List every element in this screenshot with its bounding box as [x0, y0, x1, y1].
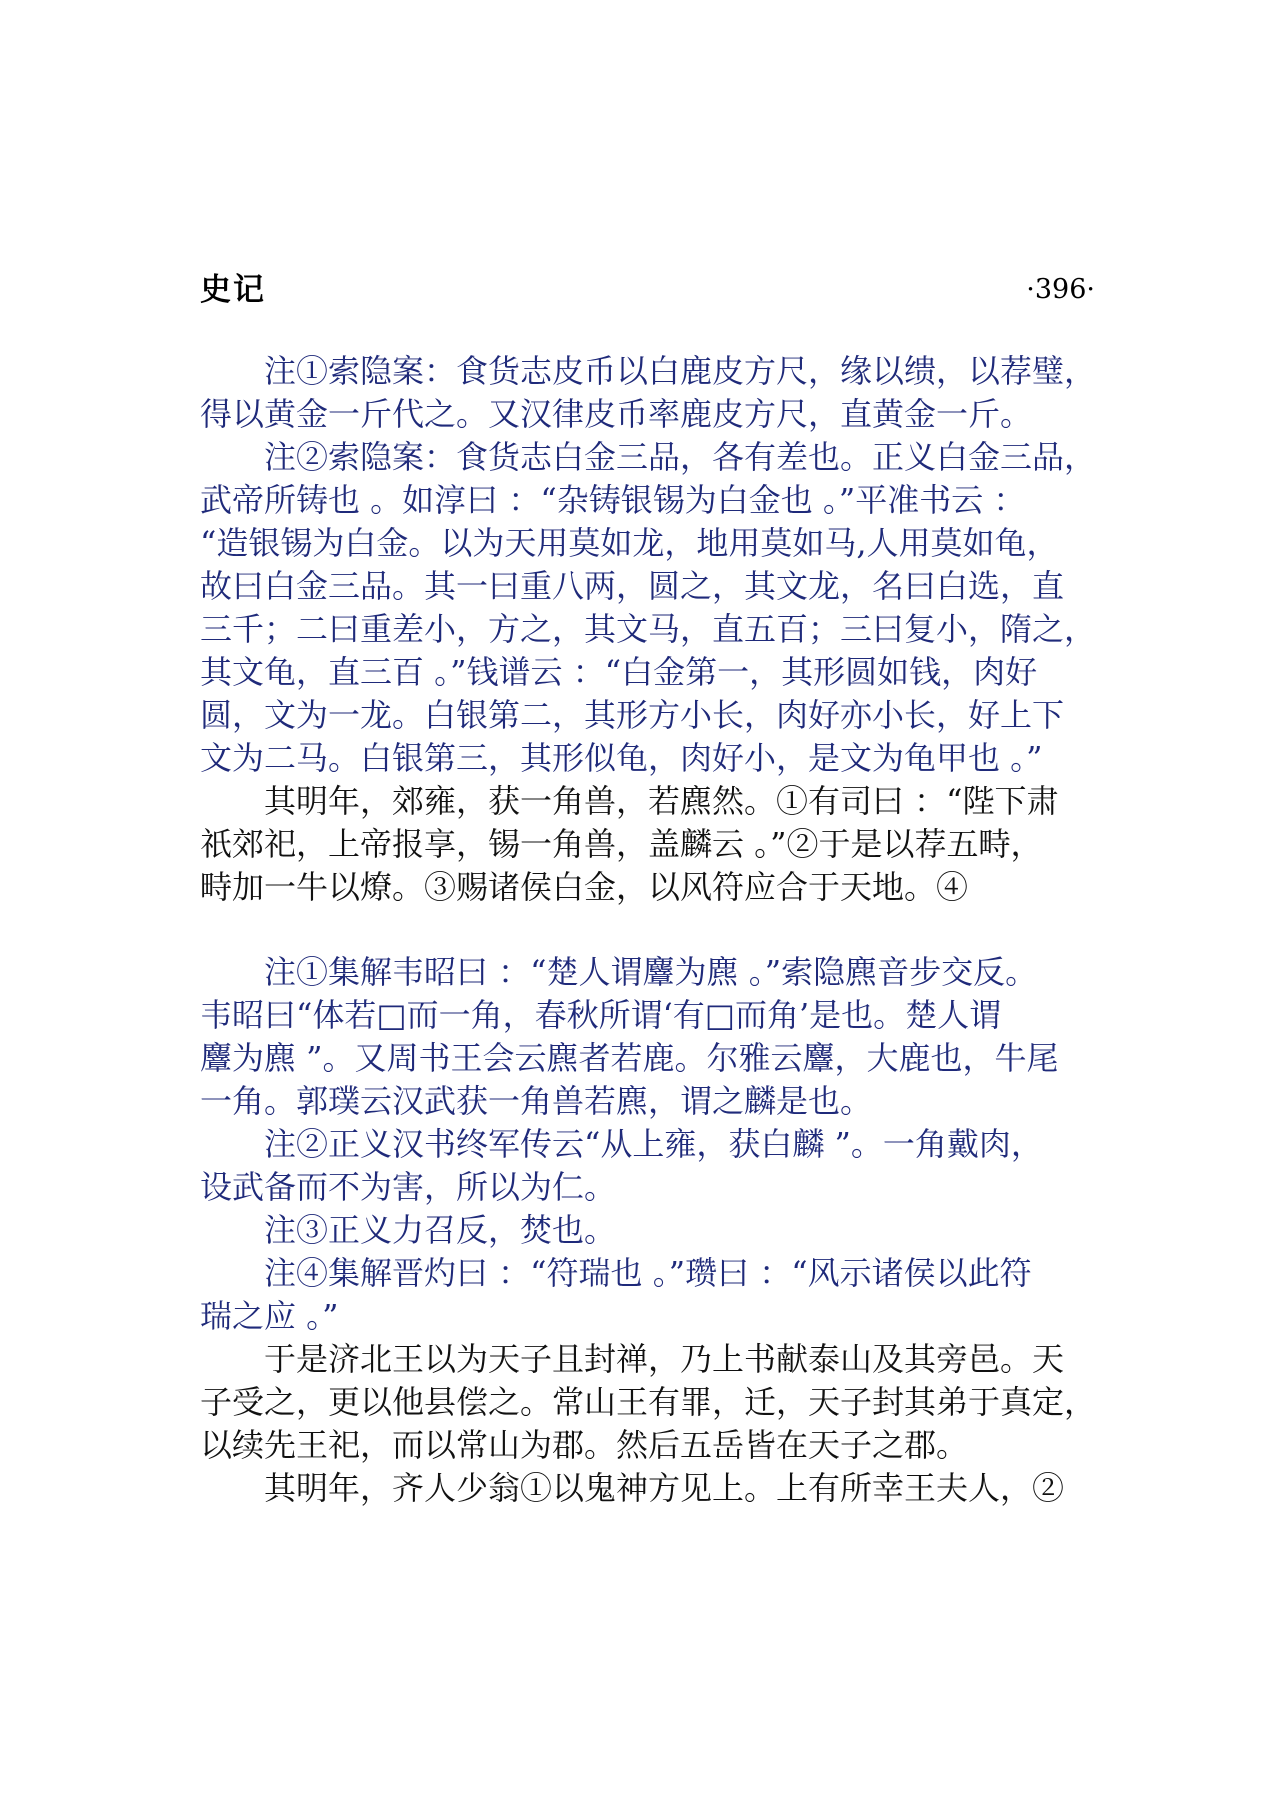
- annotation-paragraph: [200, 1252, 1100, 1338]
- text-line: 注③正义力召反，焚也。: [264, 1211, 617, 1249]
- text-line: 畤加一牛以燎。③赐诸侯白金，以风符应合于天地。④: [200, 868, 969, 906]
- annotation-paragraph: [200, 951, 1100, 1123]
- text-line: “造银锡为白金。以为天用莫如龙，地用莫如马,人用莫如龟，: [200, 524, 1059, 562]
- text-line: 三千；二曰重差小，方之，其文马，直五百；三曰复小，隋之，: [200, 610, 1097, 648]
- text-line: 于是济北王以为天子且封禅，乃上书献泰山及其旁邑。天: [264, 1340, 1065, 1378]
- annotation-paragraph: [200, 1123, 1100, 1209]
- text-line: 武帝所铸也 。如淳曰 ：“杂铸银锡为白金也 。”平准书云 ：: [200, 481, 1026, 519]
- text-line: 圆，文为一龙。白银第二，其形方小长，肉好亦小长，好上下: [200, 696, 1065, 734]
- page-header: [200, 268, 1095, 312]
- text-line: 设武备而不为害，所以为仁。: [200, 1168, 617, 1206]
- book-title: 史记: [200, 272, 266, 308]
- page-number: ·396·: [1026, 274, 1095, 305]
- annotation-paragraph: [200, 350, 1100, 436]
- paragraph-gap: [200, 909, 1100, 951]
- main-text-paragraph: [200, 780, 1100, 909]
- text-line: 其明年，齐人少翁①以鬼神方见上。上有所幸王夫人，②: [264, 1469, 1065, 1507]
- text-line: 以续先王祀，而以常山为郡。然后五岳皆在天子之郡。: [200, 1426, 969, 1464]
- text-line: 注④集解晋灼曰 ：“符瑞也 。”瓒曰 ：“风示诸侯以此符: [264, 1254, 1032, 1292]
- text-line: 注②索隐案：食货志白金三品，各有差也。正义白金三品，: [264, 438, 1097, 476]
- text-line: 子受之，更以他县偿之。常山王有罪，迁，天子封其弟于真定，: [200, 1383, 1097, 1421]
- text-line: 注①索隐案：食货志皮币以白鹿皮方尺，缘以缋，以荐璧，: [264, 352, 1097, 390]
- text-line: 注①集解韦昭曰 ：“楚人谓麞为麃 。”索隐麃音步交反。: [264, 953, 1038, 991]
- text-line: 韦昭曰“体若□而一角，春秋所谓‘有□而角’是也。楚人谓: [200, 996, 1002, 1034]
- text-line: 瑞之应 。”: [200, 1297, 339, 1335]
- text-line: 注②正义汉书终军传云“从上雍，获白麟 ”。一角戴肉，: [264, 1125, 1043, 1163]
- main-text-paragraph: [200, 1338, 1100, 1467]
- text-line: 其文龟，直三百 。”钱谱云 ：“白金第一，其形圆如钱，肉好: [200, 653, 1038, 691]
- main-text-paragraph: [200, 1467, 1100, 1510]
- text-line: 麞为麃 ”。又周书王会云麃者若鹿。尔雅云麞，大鹿也，牛尾: [200, 1039, 1059, 1077]
- text-line: 文为二马。白银第三，其形似龟，肉好小，是文为龟甲也 。”: [200, 739, 1043, 777]
- text-line: 其明年，郊雍，获一角兽，若麃然。①有司曰 ：“陛下肃: [264, 782, 1059, 820]
- text-line: 得以黄金一斤代之。又汉律皮币率鹿皮方尺，直黄金一斤。: [200, 395, 1033, 433]
- page-body: [200, 350, 1100, 1510]
- annotation-paragraph: [200, 1209, 1100, 1252]
- text-line: 祇郊祀，上帝报享，锡一角兽，盖麟云 。”②于是以荐五畤，: [200, 825, 1043, 863]
- text-line: 一角。郭璞云汉武获一角兽若麃，谓之麟是也。: [200, 1082, 873, 1120]
- text-line: 故曰白金三品。其一曰重八两，圆之，其文龙，名曰白选，直: [200, 567, 1065, 605]
- annotation-paragraph: [200, 436, 1100, 780]
